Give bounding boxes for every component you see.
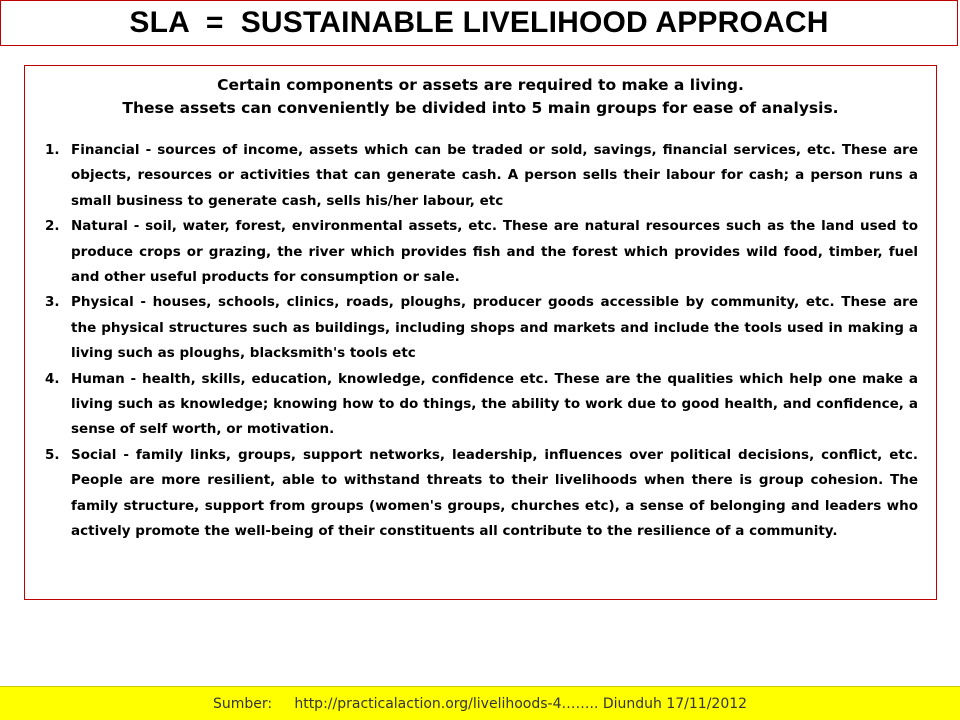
asset-text: Physical - houses, schools, clinics, roads, ploughs, producer goods accessible by community, etc. These are the physical structures such as buildings, including shops and markets and include the tools used in making a living such as ploughs, blacksmith's tools etc (71, 294, 918, 362)
intro-line-1: Certain components or assets are required to make a living. (217, 76, 744, 94)
asset-number: 4. (45, 370, 60, 387)
asset-list (43, 138, 918, 545)
asset-number: 5. (45, 446, 60, 463)
asset-item-human (43, 367, 918, 443)
slide-title: SLA = SUSTAINABLE LIVELIHOOD APPROACH (129, 6, 829, 39)
asset-number: 3. (45, 294, 60, 311)
content-panel (24, 65, 937, 600)
asset-text: Natural - soil, water, forest, environmental assets, etc. These are natural resources such as the land used to produce crops or grazing, the river which provides fish and the forest which provides wild food, timber, fuel and other useful products for consumption or sale. (71, 218, 918, 286)
intro-line-2: These assets can conveniently be divided into 5 main groups for ease of analysis. (122, 99, 839, 117)
asset-text: Financial - sources of income, assets which can be traded or sold, savings, financial services, etc. These are objects, resources or activities that can generate cash. A person sells their labour for cash; a person runs a small business to generate cash, sells his/her labour, etc (71, 142, 918, 209)
asset-item-natural (43, 214, 918, 290)
title-banner (0, 0, 958, 46)
source-citation: Sumber: http://practicalaction.org/livelihoods-4…….. Diunduh 17/11/2012 (212, 695, 748, 712)
asset-text: Social - family links, groups, support networks, leadership, influences over political decisions, conflict, etc. People are more resilient, able to withstand threats to their livelihoods when there is group cohesion. The family structure, support from groups (women's groups, churches etc), a sense of belonging and leaders who actively promote the well-being of their constituents all contribute to the resilience of a community. (71, 446, 918, 540)
asset-number: 1. (45, 142, 60, 158)
asset-text: Human - health, skills, education, knowledge, confidence etc. These are the qualities which help one make a living such as knowledge; knowing how to do things, the ability to work due to good health, and confidence, a sense of self worth, or motivation. (71, 370, 918, 438)
asset-item-financial (43, 138, 918, 214)
asset-item-social (43, 443, 918, 545)
source-footer (0, 686, 960, 720)
asset-number: 2. (45, 218, 60, 235)
asset-item-physical (43, 290, 918, 366)
